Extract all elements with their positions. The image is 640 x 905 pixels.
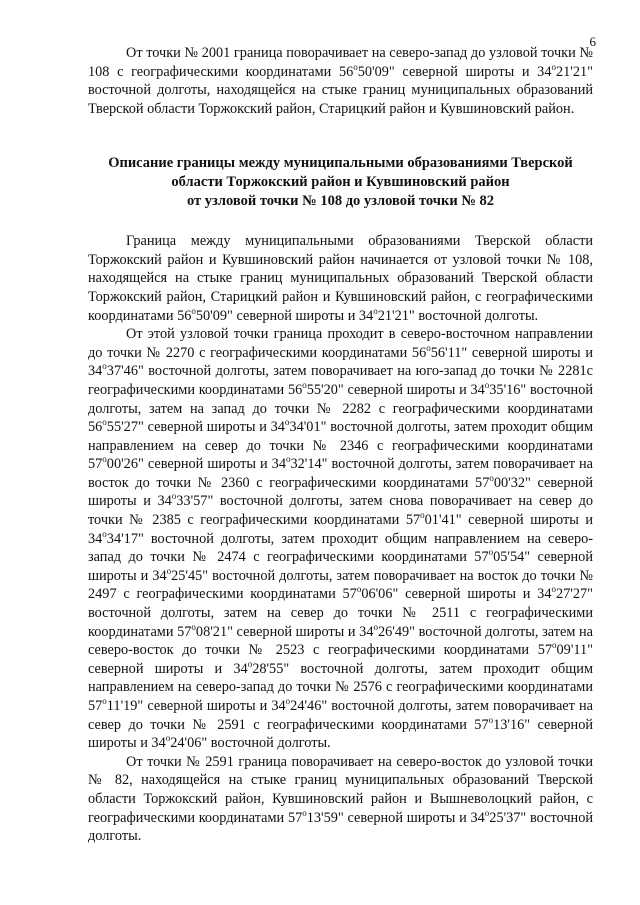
degree-sign: o bbox=[551, 584, 556, 595]
degree-sign: o bbox=[102, 696, 107, 707]
degree-sign: o bbox=[420, 510, 425, 521]
degree-sign: o bbox=[302, 807, 307, 818]
degree-sign: o bbox=[551, 61, 556, 72]
degree-sign: o bbox=[191, 621, 196, 632]
degree-sign: o bbox=[353, 61, 358, 72]
degree-sign: o bbox=[488, 547, 494, 558]
document-body bbox=[88, 44, 593, 846]
degree-sign: o bbox=[284, 417, 290, 428]
degree-sign: o bbox=[171, 491, 177, 502]
degree-sign: o bbox=[356, 584, 362, 595]
page-number: 6 bbox=[589, 34, 596, 49]
degree-sign: o bbox=[302, 380, 307, 391]
degree-sign: o bbox=[285, 454, 291, 465]
degree-sign: o bbox=[191, 305, 196, 316]
degree-sign: o bbox=[102, 454, 107, 465]
paragraph-end-point: От точки № 2591 граница поворачивает на северо-восток до узловой точки № 82, находящейся на стыке границ муниципальных образований Тверской области Торжокский район, Кувшиновский район и Вышневолоцкий район, с географическими координатами 57$^o$13'59" северной широты и 34$^o$25'37" восточной долготы. bbox=[88, 753, 593, 845]
degree-sign: o bbox=[484, 380, 490, 391]
degree-sign: o bbox=[285, 696, 291, 707]
degree-sign: o bbox=[166, 566, 172, 577]
section-heading bbox=[88, 154, 593, 210]
degree-sign: o bbox=[165, 733, 171, 744]
paragraph-route: От этой узловой точки граница проходит в северо-восточном направлении до точки № 2270 с географическими координатами 56$^o$56'11" северной широты и 34$^o$37'46" восточной долготы, затем поворачивает на юго-запад до точки № 2281с географическими координатами 56$^o$55'20" северной широты и 34$^o$35'16" восточной долготы, затем на запад до точки № 2282 с географическими координатами 56$^o$55'27" северной широты и 34$^o$34'01" восточной долготы, затем проходит общим направлением на север до точки № 2346 с географическими координатами 57$^o$00'26" северной широты и 34$^o$32'14" восточной долготы, затем поворачивает на восток до точки № 2360 с географическими координатами 57$^o$00'32" северной широты и 34$^o$33'57" восточной долготы, затем снова поворачивает на север до точки № 2385 с географическими координатами 57$^o$01'41" северной широты и 34$^o$34'17" восточной долготы, затем проходит общим направлением на северо-запад до точки № 2474 с географическими координатами 57$^o$05'54" северной широты и 34$^o$25'45" восточной долготы, затем поворачивает на восток до точки № 2497 с географическими координатами 57$^o$06'06" северной широты и 34$^o$27'27" восточной долготы, затем на север до точки № 2511 с географическими координатами 57$^o$08'21" северной широты и 34$^o$26'49" восточной долготы, затем на северо-восток до точки № 2523 с географическими координатами 57$^o$09'11" северной широты и 34$^o$28'55" восточной долготы, затем проходит общим направлением на северо-запад до точки № 2576 с географическими координатами 57$^o$11'19" северной широты и 34$^o$24'46" восточной долготы, затем поворачивает на север до точки № 2591 с географическими координатами 57$^o$13'16" северной широты и 34$^o$24'06" восточной долготы. bbox=[88, 326, 594, 752]
heading-line-3: от узловой точки № 108 до узловой точки № 82 bbox=[186, 192, 495, 209]
degree-sign: o bbox=[247, 659, 253, 670]
degree-sign: o bbox=[484, 807, 490, 818]
paragraph-start-point: Граница между муниципальными образованиями Тверской области Торжокский район и Кувшиновский район начинается от узловой точки № 108, находящейся на стыке границ муниципальных образований Тверской области Торжокский район, Старицкий район и Кувшиновский район, с географическими координатами 56$^o$50'09" северной широты и 34$^o$21'21" восточной долготы. bbox=[88, 233, 593, 324]
degree-sign: o bbox=[552, 640, 557, 651]
degree-sign: o bbox=[373, 621, 378, 632]
paragraph-intro: От точки № 2001 граница поворачивает на северо-запад до узловой точки № 108 с географическими координатами 56$^o$50'09" северной широты и 34$^o$21'21" восточной долготы, находящейся на стыке границ муниципальных образований Тверской области Торжокский район, Старицкий район и Кувшиновский район. bbox=[88, 45, 593, 117]
degree-sign: o bbox=[489, 473, 494, 484]
heading-line-1: Описание границы между муниципальными образованиями Тверской bbox=[108, 155, 573, 172]
heading-line-2: области Торжокский район и Кувшиновский район bbox=[171, 173, 510, 190]
degree-sign: o bbox=[373, 305, 378, 316]
degree-sign: o bbox=[426, 342, 431, 353]
degree-sign: o bbox=[488, 714, 494, 725]
degree-sign: o bbox=[102, 361, 107, 372]
degree-sign: o bbox=[102, 417, 107, 428]
degree-sign: o bbox=[102, 528, 107, 539]
